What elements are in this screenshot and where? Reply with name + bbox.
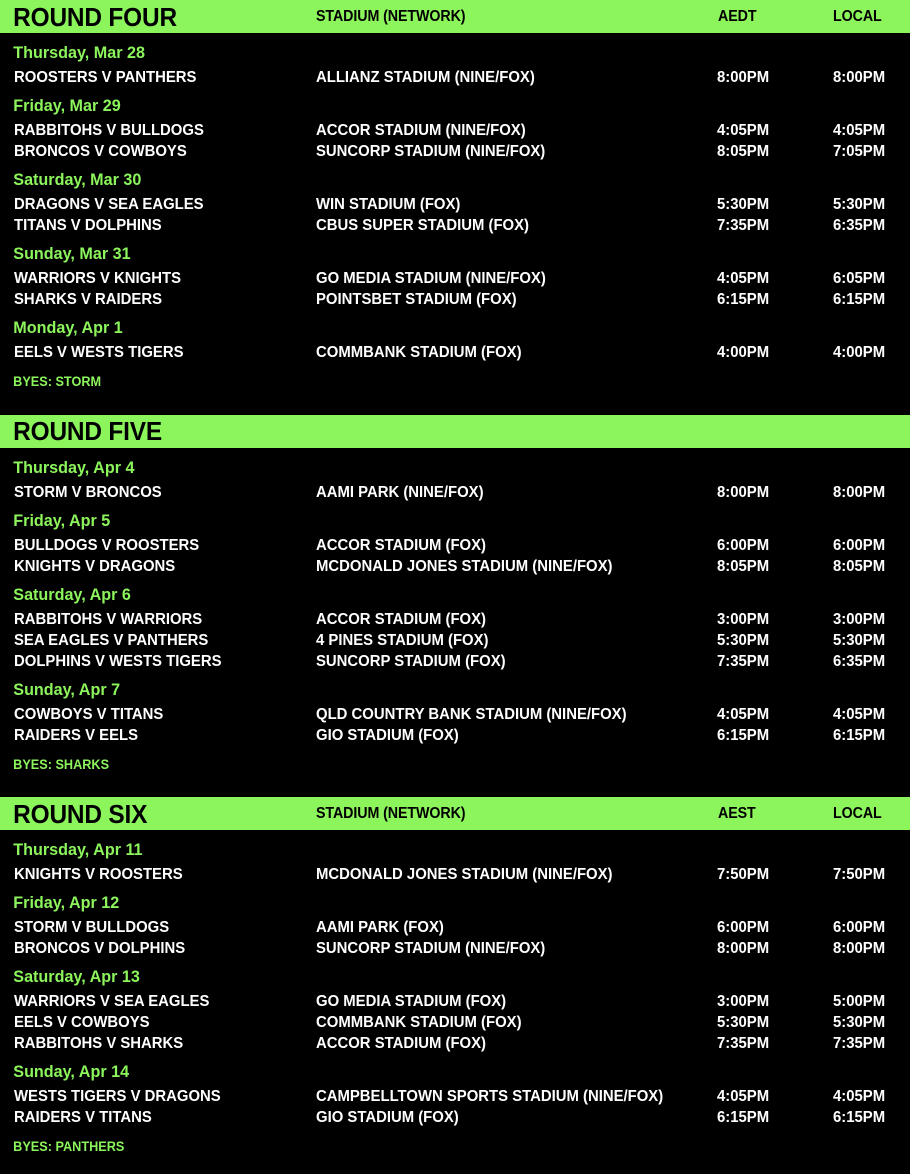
day-group xyxy=(0,448,910,503)
match-time-timezone: 4:00PM xyxy=(717,344,770,361)
column-header-timezone: AEST xyxy=(718,804,756,822)
match-time-local: 4:05PM xyxy=(833,122,886,139)
match-teams: RAIDERS V EELS xyxy=(14,726,139,744)
match-venue: SUNCORP STADIUM (NINE/FOX) xyxy=(316,940,546,957)
byes-label: BYES: PANTHERS xyxy=(13,1139,125,1154)
match-row[interactable] xyxy=(0,67,910,88)
day-group xyxy=(0,1054,910,1128)
day-date-label: Friday, Apr 12 xyxy=(13,893,120,912)
match-venue: ACCOR STADIUM (FOX) xyxy=(316,536,487,554)
column-header-timezone: AEDT xyxy=(718,7,757,25)
day-group xyxy=(0,503,910,577)
match-row[interactable] xyxy=(0,268,910,289)
match-venue: GO MEDIA STADIUM (FOX) xyxy=(316,993,507,1010)
round-section xyxy=(0,797,910,1154)
match-time-local: 6:05PM xyxy=(833,270,886,287)
match-time-local: 6:15PM xyxy=(833,726,886,744)
match-row[interactable] xyxy=(0,556,910,577)
match-time-timezone: 8:05PM xyxy=(717,557,770,575)
match-time-timezone: 7:50PM xyxy=(717,866,770,883)
match-teams: KNIGHTS V ROOSTERS xyxy=(14,866,183,883)
match-row[interactable] xyxy=(0,1012,910,1033)
match-row[interactable] xyxy=(0,991,910,1012)
column-header-stadium: STADIUM (NETWORK) xyxy=(316,7,466,25)
day-group xyxy=(0,310,910,363)
day-date-label: Saturday, Mar 30 xyxy=(13,170,142,189)
day-date-label: Thursday, Apr 11 xyxy=(13,840,143,859)
match-time-timezone: 6:15PM xyxy=(717,1109,770,1126)
day-group xyxy=(0,33,910,88)
match-time-local: 5:30PM xyxy=(833,631,886,649)
round-section xyxy=(0,0,910,389)
match-venue: AAMI PARK (FOX) xyxy=(316,919,444,936)
match-time-local: 6:00PM xyxy=(833,919,886,936)
match-venue: COMMBANK STADIUM (FOX) xyxy=(316,344,522,361)
match-time-timezone: 3:00PM xyxy=(717,610,770,628)
match-teams: RABBITOHS V BULLDOGS xyxy=(14,122,204,139)
match-time-timezone: 7:35PM xyxy=(717,1035,770,1052)
match-teams: SEA EAGLES V PANTHERS xyxy=(14,631,209,649)
match-row[interactable] xyxy=(0,342,910,363)
match-venue: GIO STADIUM (FOX) xyxy=(316,1109,459,1126)
match-venue: MCDONALD JONES STADIUM (NINE/FOX) xyxy=(316,557,613,575)
match-teams: WESTS TIGERS V DRAGONS xyxy=(14,1088,221,1105)
match-time-local: 6:35PM xyxy=(833,652,886,670)
match-time-local: 5:30PM xyxy=(833,196,886,213)
match-teams: EELS V COWBOYS xyxy=(14,1014,150,1031)
match-time-timezone: 5:30PM xyxy=(717,1014,770,1031)
match-teams: WARRIORS V SEA EAGLES xyxy=(14,993,210,1010)
match-time-timezone: 6:00PM xyxy=(717,536,770,554)
match-time-local: 8:05PM xyxy=(833,557,886,575)
match-time-timezone: 7:35PM xyxy=(717,652,770,670)
match-time-timezone: 6:15PM xyxy=(717,726,770,744)
match-time-timezone: 4:05PM xyxy=(717,270,770,287)
match-row[interactable] xyxy=(0,864,910,885)
match-time-timezone: 8:00PM xyxy=(717,940,770,957)
match-row[interactable] xyxy=(0,482,910,503)
match-teams: DOLPHINS V WESTS TIGERS xyxy=(14,652,222,670)
match-row[interactable] xyxy=(0,215,910,236)
match-teams: STORM V BRONCOS xyxy=(14,483,162,501)
match-time-local: 4:00PM xyxy=(833,344,886,361)
match-teams: COWBOYS V TITANS xyxy=(14,705,164,723)
match-venue: CBUS SUPER STADIUM (FOX) xyxy=(316,217,530,234)
match-teams: SHARKS V RAIDERS xyxy=(14,291,163,308)
match-teams: STORM V BULLDOGS xyxy=(14,919,170,936)
byes-label: BYES: SHARKS xyxy=(13,756,110,772)
match-time-timezone: 3:00PM xyxy=(717,993,770,1010)
match-time-timezone: 6:00PM xyxy=(717,919,770,936)
match-teams: ROOSTERS V PANTHERS xyxy=(14,69,197,86)
day-group xyxy=(0,88,910,162)
match-row[interactable] xyxy=(0,289,910,310)
column-header-stadium: STADIUM (NETWORK) xyxy=(316,804,466,822)
match-teams: EELS V WESTS TIGERS xyxy=(14,344,184,361)
match-time-timezone: 8:00PM xyxy=(717,69,770,86)
match-time-timezone: 8:05PM xyxy=(717,143,770,160)
match-venue: MCDONALD JONES STADIUM (NINE/FOX) xyxy=(316,866,613,883)
match-time-local: 6:00PM xyxy=(833,536,886,554)
round-body xyxy=(0,448,910,772)
day-date-label: Friday, Mar 29 xyxy=(13,96,121,115)
match-time-timezone: 4:05PM xyxy=(717,122,770,139)
match-time-local: 8:00PM xyxy=(833,940,886,957)
match-teams: BRONCOS V DOLPHINS xyxy=(14,940,186,957)
match-time-local: 4:05PM xyxy=(833,1088,886,1105)
match-venue: COMMBANK STADIUM (FOX) xyxy=(316,1014,522,1031)
match-row[interactable] xyxy=(0,1086,910,1107)
day-date-label: Sunday, Apr 14 xyxy=(13,1062,130,1081)
day-date-label: Monday, Apr 1 xyxy=(13,318,123,337)
match-venue: GO MEDIA STADIUM (NINE/FOX) xyxy=(316,270,546,287)
match-time-local: 6:35PM xyxy=(833,217,886,234)
day-date-label: Thursday, Apr 4 xyxy=(13,457,135,477)
day-group xyxy=(0,672,910,746)
match-row[interactable] xyxy=(0,917,910,938)
match-time-local: 7:50PM xyxy=(833,866,886,883)
match-time-local: 7:35PM xyxy=(833,1035,886,1052)
match-teams: TITANS V DOLPHINS xyxy=(14,217,162,234)
match-time-local: 6:15PM xyxy=(833,1109,886,1126)
match-time-timezone: 4:05PM xyxy=(717,1088,770,1105)
match-teams: BULLDOGS V ROOSTERS xyxy=(14,536,200,554)
match-teams: BRONCOS V COWBOYS xyxy=(14,143,187,160)
match-time-timezone: 6:15PM xyxy=(717,291,770,308)
match-row[interactable] xyxy=(0,194,910,215)
column-header-local: LOCAL xyxy=(833,7,882,25)
day-group xyxy=(0,236,910,310)
match-venue: POINTSBET STADIUM (FOX) xyxy=(316,291,517,308)
day-date-label: Sunday, Mar 31 xyxy=(13,244,131,263)
round-title: ROUND FOUR xyxy=(13,1,177,32)
match-time-timezone: 5:30PM xyxy=(717,631,770,649)
match-venue: QLD COUNTRY BANK STADIUM (NINE/FOX) xyxy=(316,705,627,723)
match-venue: 4 PINES STADIUM (FOX) xyxy=(316,631,489,649)
match-time-local: 8:00PM xyxy=(833,483,886,501)
match-time-local: 6:15PM xyxy=(833,291,886,308)
match-venue: GIO STADIUM (FOX) xyxy=(316,726,459,744)
match-row[interactable] xyxy=(0,651,910,672)
match-row[interactable] xyxy=(0,725,910,746)
match-time-local: 3:00PM xyxy=(833,610,886,628)
match-time-local: 5:00PM xyxy=(833,993,886,1010)
match-row[interactable] xyxy=(0,141,910,162)
day-date-label: Thursday, Mar 28 xyxy=(13,43,145,62)
byes-label: BYES: STORM xyxy=(13,374,102,389)
match-venue: SUNCORP STADIUM (FOX) xyxy=(316,652,506,670)
match-teams: RABBITOHS V SHARKS xyxy=(14,1035,184,1052)
match-venue: WIN STADIUM (FOX) xyxy=(316,196,461,213)
match-row[interactable] xyxy=(0,1107,910,1128)
round-body xyxy=(0,830,910,1154)
match-time-timezone: 5:30PM xyxy=(717,196,770,213)
round-title: ROUND SIX xyxy=(13,798,148,829)
match-time-local: 4:05PM xyxy=(833,705,886,723)
match-teams: KNIGHTS V DRAGONS xyxy=(14,557,176,575)
match-time-local: 7:05PM xyxy=(833,143,886,160)
match-time-timezone: 8:00PM xyxy=(717,483,770,501)
round-spacer xyxy=(0,771,910,797)
round-header-banner xyxy=(0,797,910,830)
match-venue: ACCOR STADIUM (NINE/FOX) xyxy=(316,122,526,139)
round-header-banner xyxy=(0,415,910,448)
match-teams: DRAGONS V SEA EAGLES xyxy=(14,196,204,213)
round-title: ROUND FIVE xyxy=(13,416,163,446)
day-date-label: Sunday, Apr 7 xyxy=(13,679,121,699)
day-group xyxy=(0,162,910,236)
match-row[interactable] xyxy=(0,1033,910,1054)
match-time-local: 5:30PM xyxy=(833,1014,886,1031)
round-spacer xyxy=(0,389,910,415)
round-header-banner xyxy=(0,0,910,33)
round-body xyxy=(0,33,910,389)
match-venue: ACCOR STADIUM (FOX) xyxy=(316,610,487,628)
match-row[interactable] xyxy=(0,704,910,725)
match-row[interactable] xyxy=(0,609,910,630)
day-date-label: Saturday, Apr 13 xyxy=(13,967,140,986)
round-section xyxy=(0,415,910,772)
match-venue: ACCOR STADIUM (FOX) xyxy=(316,1035,487,1052)
match-venue: CAMPBELLTOWN SPORTS STADIUM (NINE/FOX) xyxy=(316,1088,664,1105)
match-teams: RAIDERS V TITANS xyxy=(14,1109,152,1126)
match-venue: SUNCORP STADIUM (NINE/FOX) xyxy=(316,143,546,160)
match-time-timezone: 4:05PM xyxy=(717,705,770,723)
day-date-label: Friday, Apr 5 xyxy=(13,510,111,530)
match-row[interactable] xyxy=(0,630,910,651)
day-group xyxy=(0,830,910,885)
match-time-local: 8:00PM xyxy=(833,69,886,86)
match-venue: ALLIANZ STADIUM (NINE/FOX) xyxy=(316,69,535,86)
match-row[interactable] xyxy=(0,535,910,556)
match-time-timezone: 7:35PM xyxy=(717,217,770,234)
day-group xyxy=(0,577,910,672)
match-row[interactable] xyxy=(0,938,910,959)
day-group xyxy=(0,885,910,959)
match-row[interactable] xyxy=(0,120,910,141)
match-venue: AAMI PARK (NINE/FOX) xyxy=(316,483,484,501)
match-teams: WARRIORS V KNIGHTS xyxy=(14,270,181,287)
column-header-local: LOCAL xyxy=(833,804,882,822)
day-group xyxy=(0,959,910,1054)
match-teams: RABBITOHS V WARRIORS xyxy=(14,610,203,628)
day-date-label: Saturday, Apr 6 xyxy=(13,584,131,604)
